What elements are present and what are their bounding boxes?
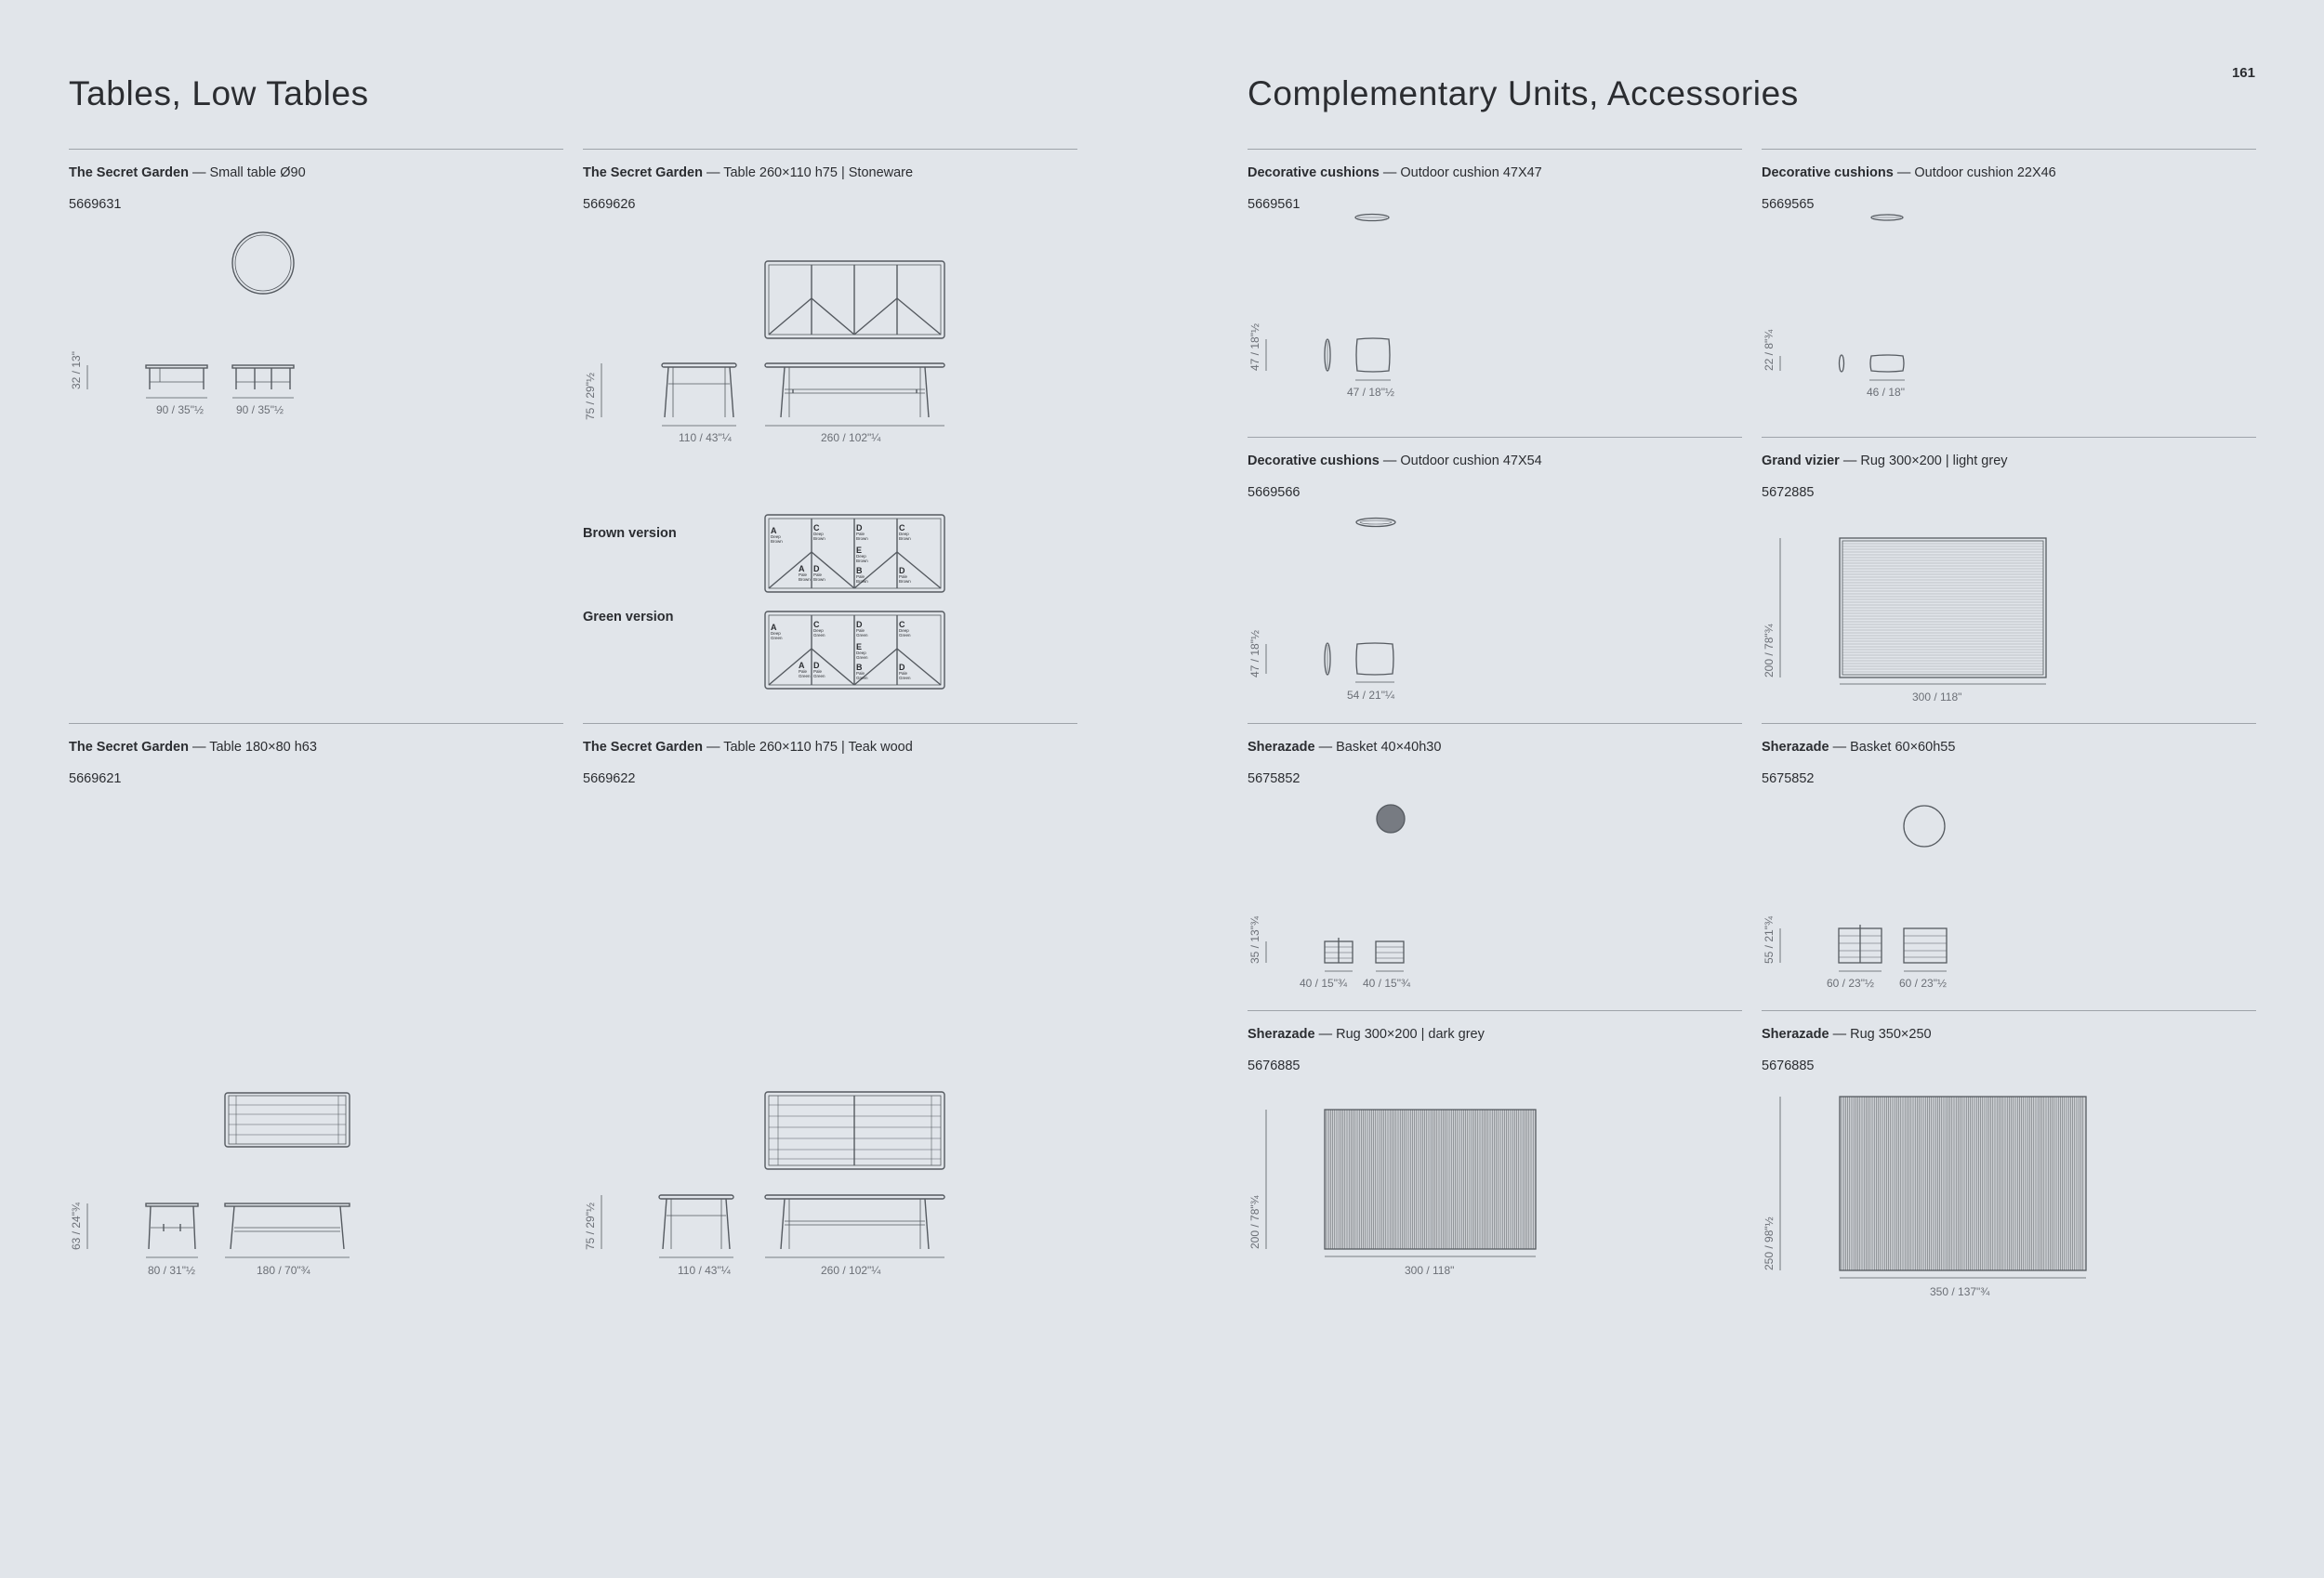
cushion-top-view [1356, 519, 1395, 527]
product-description: — Rug 300×200 | dark grey [1318, 1027, 1485, 1042]
tile-color-name: Pale Brown [856, 574, 868, 584]
tile-letter: D [813, 661, 820, 670]
table-end-view [662, 363, 736, 417]
product-brand: Decorative cushions [1248, 165, 1380, 180]
tile-color-name: Deep Brown [813, 532, 825, 541]
width-dimension: 110 / 43"¼ [678, 1264, 731, 1277]
product-rug-dark-grey [1248, 1010, 1742, 1277]
width-dimension: 40 / 15"¾ [1300, 977, 1347, 990]
rug-texture [1842, 544, 2043, 672]
tile-letter: A [799, 661, 805, 670]
table-180-drawing [69, 724, 563, 1291]
width-dimension: 180 / 70"¾ [257, 1264, 310, 1277]
product-table-stoneware [583, 149, 1077, 680]
tile-letter: D [856, 523, 863, 533]
product-rug-grand-vizier [1762, 437, 2256, 704]
cushion-front-view [1870, 355, 1904, 372]
product-code: 5669561 [1248, 197, 1301, 212]
height-dimension: 75 / 29"½ [584, 1203, 597, 1250]
width-dimension: 40 / 15"¾ [1363, 977, 1410, 990]
tile-letter: E [856, 546, 863, 555]
height-dimension: 47 / 18"½ [1248, 323, 1261, 371]
cushion-front-view [1356, 643, 1393, 675]
height-dimension: 22 / 8"¾ [1763, 329, 1776, 371]
product-description: — Table 260×110 h75 | Stoneware [706, 165, 914, 180]
product-cushion-47x54 [1248, 437, 1742, 702]
product-code: 5675852 [1762, 771, 1815, 786]
product-basket-40 [1248, 723, 1742, 990]
height-dimension: 200 / 78"¾ [1248, 1195, 1261, 1249]
teak-table-drawing [583, 724, 1077, 1291]
tile-letter: C [899, 620, 905, 629]
basket-top-view [1904, 806, 1945, 847]
product-brand: Decorative cushions [1248, 454, 1380, 468]
width-dimension: 260 / 102"¼ [821, 431, 881, 444]
width-dimension: 60 / 23"½ [1899, 977, 1947, 990]
tile-color-name: Pale Green [856, 671, 868, 680]
tile-color-name: Deep Green [771, 631, 783, 640]
product-brand: The Secret Garden [583, 165, 703, 180]
tile-color-name: Deep Brown [771, 534, 783, 544]
width-dimension: 54 / 21"¼ [1347, 689, 1394, 702]
tile-letter: E [856, 642, 863, 651]
rug-dark-grey-drawing [1248, 1011, 1742, 1578]
table-side-view-2 [232, 365, 294, 389]
tile-label [813, 621, 834, 638]
tile-label [899, 567, 919, 584]
width-dimension: 300 / 118" [1405, 1264, 1455, 1277]
basket-top-view [1377, 805, 1405, 833]
width-dimension: 60 / 23"½ [1827, 977, 1874, 990]
product-code: 5676885 [1762, 1059, 1815, 1073]
product-table-180 [69, 723, 563, 1277]
tile-color-name: Pale Green [856, 628, 868, 638]
product-small-table [69, 149, 563, 416]
table-top-view [225, 1093, 350, 1147]
height-dimension: 47 / 18"½ [1248, 630, 1261, 677]
small-table-drawing [69, 150, 563, 717]
tile-label [813, 565, 834, 582]
tile-color-name: Pale Green [899, 671, 911, 680]
width-dimension: 46 / 18" [1867, 386, 1905, 399]
product-brand: Sherazade [1762, 740, 1829, 755]
product-code: 5672885 [1762, 485, 1815, 500]
rug-350x250-drawing [1762, 1011, 2256, 1578]
rug-outline [1840, 1097, 2086, 1270]
product-cushion-22x46 [1762, 149, 2256, 399]
tile-color-name: Pale Brown [856, 532, 868, 541]
width-dimension: 90 / 35"½ [156, 403, 204, 416]
tile-letter: D [813, 564, 820, 573]
table-side-view [765, 1195, 944, 1249]
product-brand: The Secret Garden [69, 165, 189, 180]
cushion-side-view [1840, 355, 1844, 372]
product-description: — Outdoor cushion 47X54 [1382, 454, 1542, 468]
product-description: — Basket 40×40h30 [1318, 740, 1442, 755]
product-description: — Table 180×80 h63 [191, 740, 317, 755]
height-dimension: 55 / 21"¾ [1763, 916, 1776, 964]
product-brand: The Secret Garden [69, 740, 189, 755]
product-brand: Grand vizier [1762, 454, 1840, 468]
product-table-teak [583, 723, 1077, 1277]
product-basket-60 [1762, 723, 2256, 990]
tile-label [856, 621, 877, 638]
basket-front-view-1 [1839, 925, 1882, 963]
table-top-view [765, 1092, 944, 1169]
product-brand: Sherazade [1762, 1027, 1829, 1042]
product-code: 5669622 [583, 771, 636, 786]
tile-letter: A [771, 623, 777, 632]
product-code: 5669631 [69, 197, 122, 212]
tile-label [899, 524, 919, 541]
product-description: — Small table Ø90 [191, 165, 306, 180]
tile-label [771, 527, 791, 544]
left-page-title: Tables, Low Tables [69, 74, 369, 112]
product-description: — Rug 350×250 [1832, 1027, 1932, 1042]
tile-letter: D [856, 620, 863, 629]
width-dimension: 90 / 35"½ [236, 403, 284, 416]
product-code: 5676885 [1248, 1059, 1301, 1073]
height-dimension: 200 / 78"¾ [1763, 624, 1776, 677]
tile-color-name: Deep Green [856, 651, 868, 660]
width-dimension: 110 / 43"¼ [679, 431, 732, 444]
page-number: 161 [2231, 65, 2255, 81]
tile-color-name: Pale Brown [799, 572, 811, 582]
basket-front-view-2 [1376, 941, 1404, 963]
width-dimension: 80 / 31"½ [148, 1264, 195, 1277]
product-description: — Outdoor cushion 22X46 [1896, 165, 2056, 180]
tile-label [813, 662, 834, 678]
tile-color-name: Deep Brown [899, 532, 911, 541]
width-dimension: 47 / 18"½ [1347, 386, 1394, 399]
tile-letter: B [856, 663, 863, 672]
product-description: — Rug 300×200 | light grey [1842, 454, 2008, 468]
tile-color-name: Pale Green [813, 669, 825, 678]
width-dimension: 260 / 102"¼ [821, 1264, 881, 1277]
tile-color-name: Pale Brown [813, 572, 825, 582]
tile-label [856, 664, 877, 680]
tile-letter: D [899, 566, 905, 575]
basket-front-view-1 [1325, 938, 1353, 963]
tile-color-name: Pale Brown [899, 574, 911, 584]
product-code: 5669626 [583, 197, 636, 212]
height-dimension: 63 / 24"¾ [70, 1203, 83, 1250]
tile-label [856, 643, 877, 660]
tile-label [771, 624, 791, 640]
tile-label [899, 621, 919, 638]
table-side-view [225, 1203, 350, 1249]
cushion-front-view [1356, 338, 1390, 372]
product-cushion-47x47 [1248, 149, 1742, 399]
tile-letter: C [813, 620, 820, 629]
product-rug-350x250 [1762, 1010, 2256, 1298]
rug-outline [1325, 1110, 1536, 1249]
tile-label [856, 546, 877, 563]
table-side-view [765, 363, 944, 417]
product-code: 5675852 [1248, 771, 1301, 786]
height-dimension: 250 / 98"½ [1763, 1216, 1776, 1270]
width-dimension: 300 / 118" [1912, 690, 1962, 704]
tile-letter: D [899, 663, 905, 672]
table-side-view-1 [146, 365, 207, 389]
product-code: 5669621 [69, 771, 122, 786]
product-description: — Basket 60×60h55 [1832, 740, 1956, 755]
product-description: — Outdoor cushion 47X47 [1382, 165, 1542, 180]
tile-color-name: Deep Green [813, 628, 825, 638]
width-dimension: 350 / 137"¾ [1930, 1285, 1990, 1298]
product-code: 5669565 [1762, 197, 1815, 212]
product-brand: Sherazade [1248, 1027, 1315, 1042]
tile-color-name: Deep Brown [856, 554, 868, 563]
green-version-label: Green version [583, 610, 674, 625]
height-dimension: 32 / 13" [70, 351, 83, 389]
tile-label [899, 664, 919, 680]
tile-color-name: Pale Green [799, 669, 811, 678]
product-code: 5669566 [1248, 485, 1301, 500]
brown-version-label: Brown version [583, 526, 677, 541]
table-end-view [659, 1195, 733, 1249]
tile-color-name: Deep Green [899, 628, 911, 638]
tile-label [856, 567, 877, 584]
product-brand: Sherazade [1248, 740, 1315, 755]
tile-label [813, 524, 834, 541]
product-description: — Table 260×110 h75 | Teak wood [706, 740, 913, 755]
height-dimension: 75 / 29"½ [584, 373, 597, 420]
tile-letter: B [856, 566, 863, 575]
right-page-title: Complementary Units, Accessories [1248, 74, 1799, 112]
product-brand: Decorative cushions [1762, 165, 1894, 180]
tile-label [856, 524, 877, 541]
tile-letter: A [771, 526, 777, 535]
table-top-view [765, 261, 944, 338]
product-brand: The Secret Garden [583, 740, 703, 755]
table-end-view [146, 1203, 198, 1249]
height-dimension: 35 / 13"¾ [1248, 916, 1261, 964]
tile-letter: A [799, 564, 805, 573]
tile-letter: C [813, 523, 820, 533]
table-top-view [232, 232, 294, 294]
tile-letter: C [899, 523, 905, 533]
basket-front-view-2 [1904, 928, 1947, 963]
